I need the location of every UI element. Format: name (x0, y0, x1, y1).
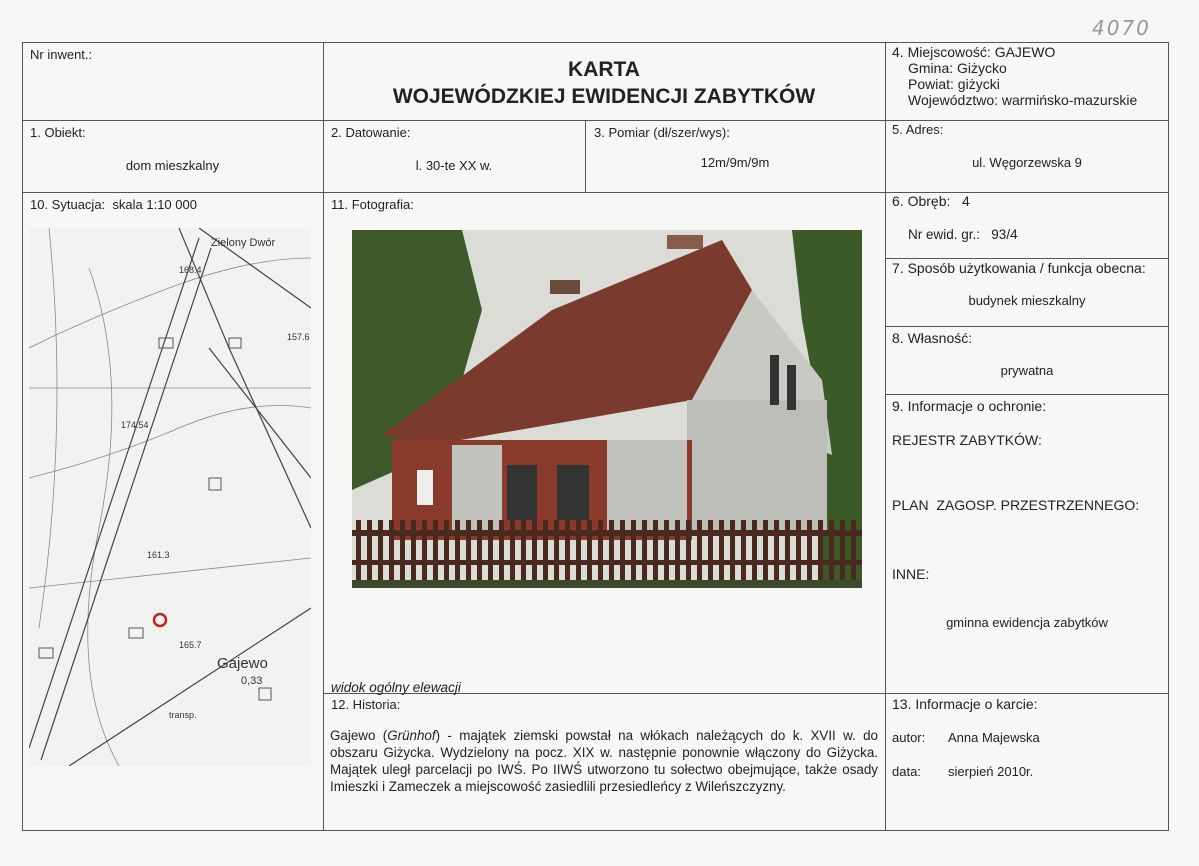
nr-ewid-value: 93/4 (991, 227, 1018, 242)
fence-picket (675, 520, 680, 586)
adres-value: ul. Węgorzewska 9 (972, 155, 1082, 170)
nr-ewid (908, 227, 1018, 242)
fence-picket (444, 520, 449, 586)
fence-picket (554, 520, 559, 586)
fence-picket (840, 520, 845, 586)
fence-picket (488, 520, 493, 586)
fence-picket (785, 520, 790, 586)
archive-number: 4070 (1092, 16, 1151, 40)
fence-picket (389, 520, 394, 586)
autor-value: Anna Majewska (948, 730, 1040, 745)
obiekt-label: 1. Obiekt: (30, 125, 86, 140)
situation-map (29, 228, 311, 766)
fence-picket (664, 520, 669, 586)
fence-picket (400, 520, 405, 586)
svg-text:157.6: 157.6 (287, 332, 310, 342)
fence-picket (367, 520, 372, 586)
historia-label: 12. Historia: (331, 697, 401, 712)
datowanie-value: l. 30-te XX w. (415, 158, 493, 173)
inne-value: gminna ewidencja zabytków (946, 615, 1108, 630)
border-bottom (22, 830, 1169, 831)
fence-picket (752, 520, 757, 586)
adres-label: 5. Adres: (892, 122, 944, 137)
fence-picket (422, 520, 427, 586)
datowanie-label: 2. Datowanie: (331, 125, 411, 140)
data-value: sierpień 2010r. (948, 764, 1034, 779)
fence-picket (774, 520, 779, 586)
fence-picket (642, 520, 647, 586)
svg-text:161.3: 161.3 (147, 550, 170, 560)
location-block (892, 44, 1137, 108)
sposob-value: budynek mieszkalny (968, 293, 1086, 308)
divider (885, 258, 1169, 259)
fence-picket (378, 520, 383, 586)
fence-picket (598, 520, 603, 586)
fence-picket (796, 520, 801, 586)
fence-picket (411, 520, 416, 586)
fence-picket (697, 520, 702, 586)
wojewodztwo: Województwo: warmińsko-mazurskie (908, 92, 1138, 108)
fence-picket (576, 520, 581, 586)
fence-picket (686, 520, 691, 586)
scale: skala 1:10 000 (112, 197, 197, 212)
fence-picket (587, 520, 592, 586)
page-title (323, 56, 885, 110)
divider (885, 394, 1169, 395)
fence-picket (433, 520, 438, 586)
obreb-title: 6. Obręb: (892, 193, 951, 209)
fence-picket (477, 520, 482, 586)
inne-label: INNE: (892, 566, 930, 582)
hist-italic: Grünhof (387, 728, 436, 743)
sytuacja-label (30, 197, 197, 212)
fence-picket (543, 520, 548, 586)
fence-picket (818, 520, 823, 586)
svg-text:Zielony Dwór: Zielony Dwór (211, 237, 276, 249)
svg-text:Gajewo: Gajewo (217, 655, 268, 672)
nr-ewid-label: Nr ewid. gr.: (908, 227, 981, 242)
nr-inwent-label: Nr inwent.: (30, 47, 93, 62)
sposob-label: 7. Sposób użytkowania / funkcja obecna: (892, 260, 1146, 276)
title-line: KARTA (568, 58, 640, 81)
autor-label: autor: (892, 730, 926, 745)
fence-picket (356, 520, 361, 586)
divider (22, 192, 1169, 193)
photo-caption: widok ogólny elewacji (331, 680, 461, 695)
fence-picket (653, 520, 658, 586)
gmina: Gmina: Giżycko (908, 60, 1007, 76)
hist-part: ) - majątek ziemski powstał na włókach należących do k. XVII w. do obszaru Giżycka. Wydzielony na pocz. XIX w. następnie ponownie włączony do Giżycka. Majątek uległ parcelacji po IWŚ. Po IIWŚ utworzono tu sołectwo obejmujące, także osady Imieszki i Zameczek a miejscowość zasiedlili przesiedleńcy z Wileńszczyzny. (330, 728, 878, 794)
fence-picket (708, 520, 713, 586)
ochrona-label: 9. Informacje o ochronie: (892, 398, 1047, 414)
obiekt-value: dom mieszkalny (125, 158, 220, 173)
divider (22, 120, 1169, 121)
fence-picket (741, 520, 746, 586)
fence-picket (851, 520, 856, 586)
fence-picket (631, 520, 636, 586)
fence-picket (521, 520, 526, 586)
svg-text:transp.: transp. (169, 710, 197, 720)
obreb-label (892, 193, 970, 209)
fence-picket (532, 520, 537, 586)
wlasnosc-label: 8. Własność: (892, 330, 973, 346)
house-photo (352, 230, 862, 588)
fence-picket (620, 520, 625, 586)
border-top (22, 42, 1169, 43)
fence-picket (455, 520, 460, 586)
pomiar-value: 12m/9m/9m (700, 155, 770, 170)
svg-text:174.54: 174.54 (121, 420, 149, 430)
fotografia-label: 11. Fotografia: (331, 197, 414, 212)
karta-label: 13. Informacje o karcie: (892, 696, 1038, 712)
fence-picket (807, 520, 812, 586)
miejscowosc: 4. Miejscowość: GAJEWO (892, 44, 1056, 60)
rejestr-label: REJESTR ZABYTKÓW: (892, 432, 1042, 448)
sytuacja-title: 10. Sytuacja: (30, 197, 106, 212)
data-label: data: (892, 764, 921, 779)
hist-part: Gajewo ( (330, 728, 388, 743)
fence-picket (719, 520, 724, 586)
fence-picket (510, 520, 515, 586)
svg-text:0,33: 0,33 (241, 675, 263, 687)
obreb-value: 4 (962, 193, 970, 209)
svg-text:168.4: 168.4 (179, 265, 202, 275)
wlasnosc-value: prywatna (1000, 363, 1054, 378)
fence-picket (829, 520, 834, 586)
pomiar-label: 3. Pomiar (dł/szer/wys): (594, 125, 730, 140)
svg-text:165.7: 165.7 (179, 640, 202, 650)
fence-picket (466, 520, 471, 586)
fence-picket (499, 520, 504, 586)
divider (885, 326, 1169, 327)
historia-text (330, 727, 878, 795)
fence-picket (609, 520, 614, 586)
fence-picket (730, 520, 735, 586)
powiat: Powiat: giżycki (908, 76, 1000, 92)
fence-picket (565, 520, 570, 586)
plan-label: PLAN ZAGOSP. PRZESTRZENNEGO: (892, 497, 1140, 513)
title-line: WOJEWÓDZKIEJ EWIDENCJI ZABYTKÓW (392, 85, 816, 108)
fence-picket (763, 520, 768, 586)
